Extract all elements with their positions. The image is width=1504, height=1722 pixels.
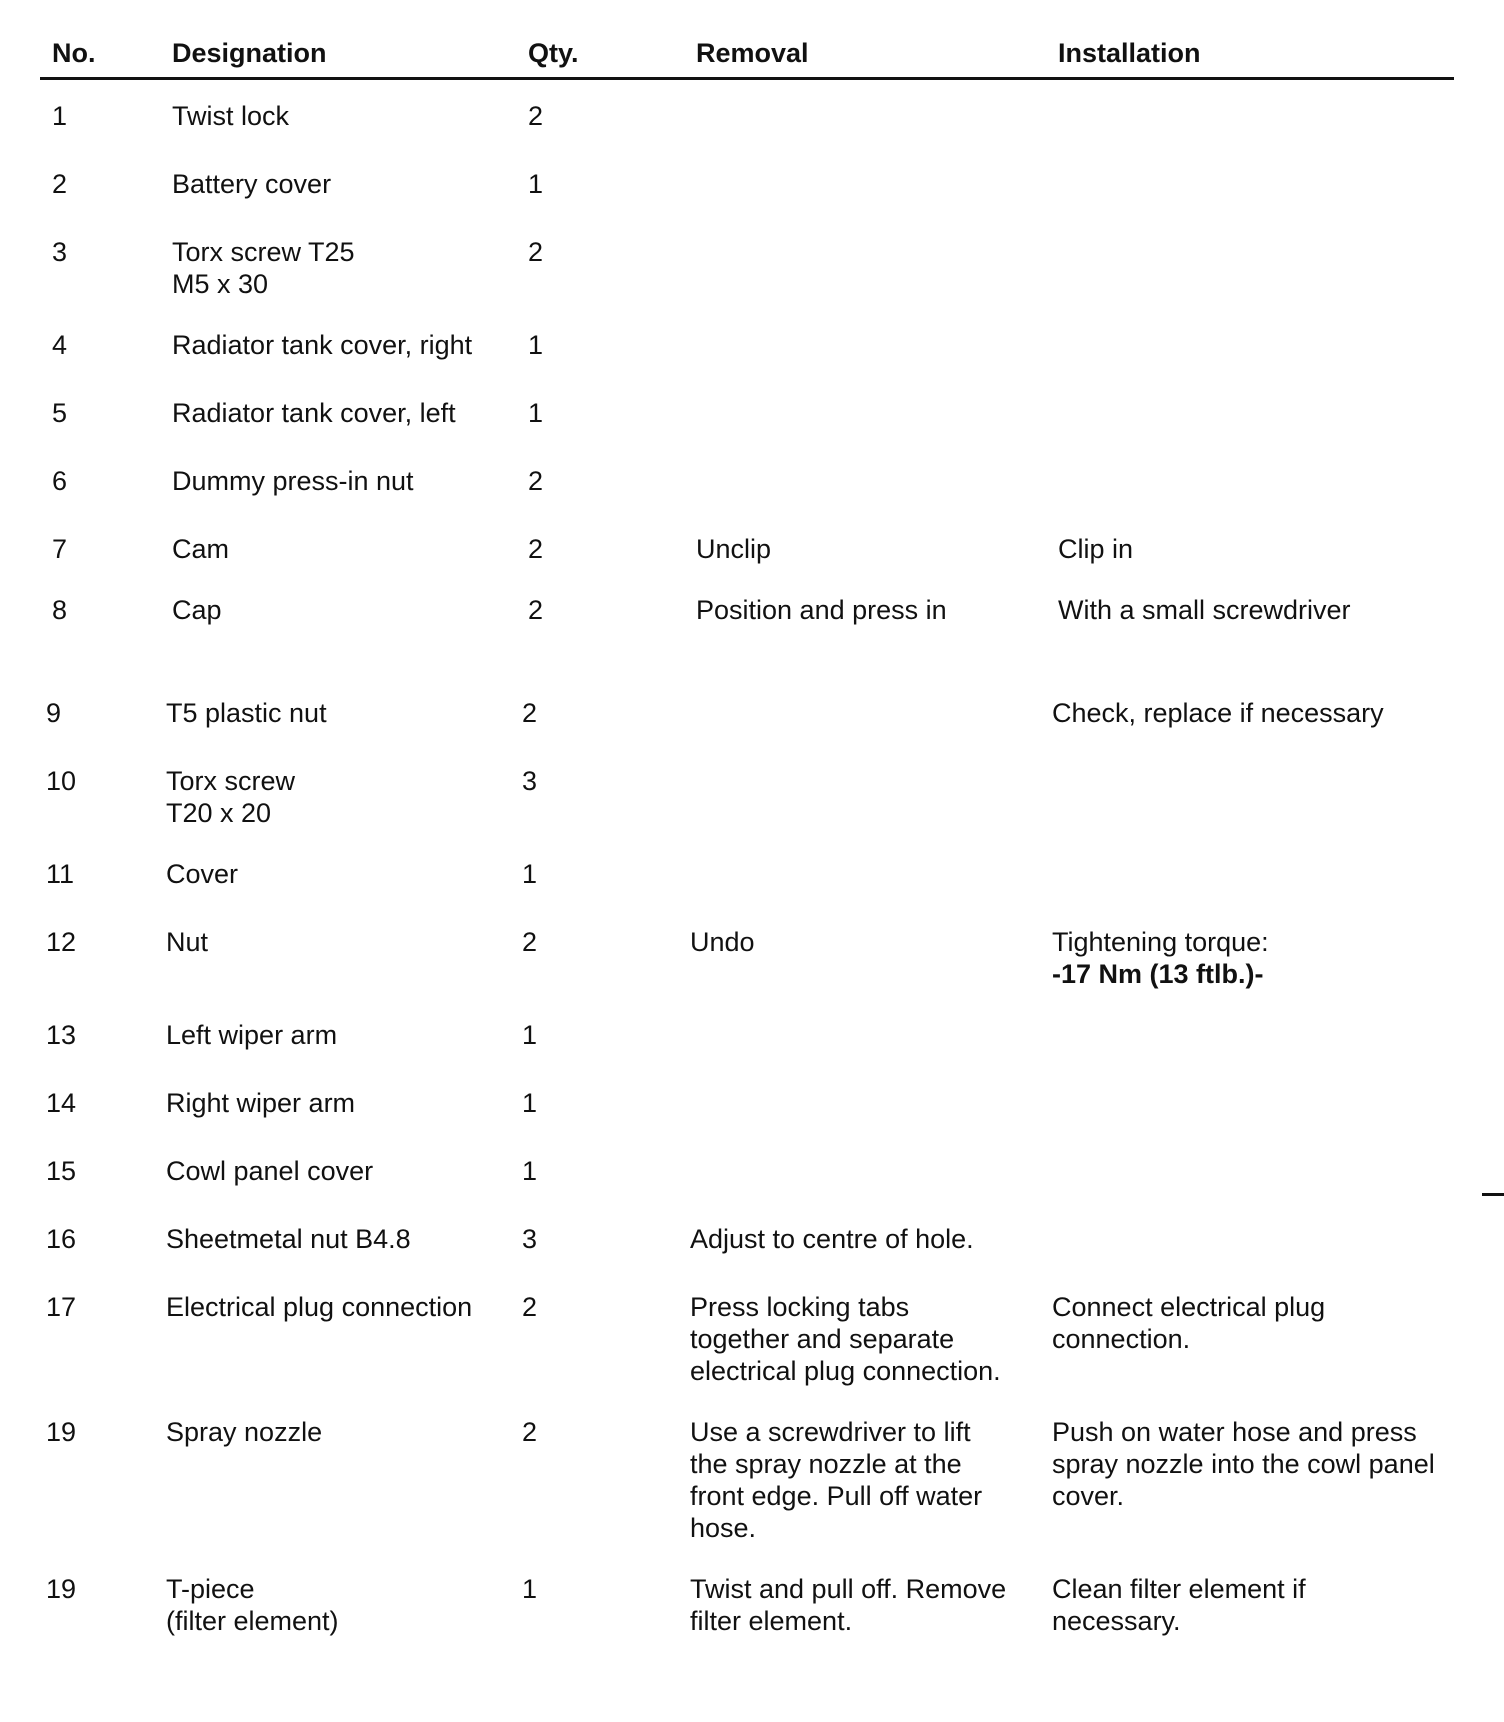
row-8-qty: 2 — [528, 595, 544, 625]
row-14-designation: Right wiper arm — [166, 1088, 356, 1118]
row-19-designation: T-piece (filter element) — [166, 1574, 339, 1636]
row-7-qty: 2 — [528, 534, 544, 564]
row-10-designation: Torx screw T20 x 20 — [166, 766, 296, 828]
row-16-no: 16 — [46, 1224, 77, 1254]
row-8-no: 8 — [52, 595, 68, 625]
header-rule — [40, 77, 1454, 80]
row-14-qty: 1 — [522, 1088, 538, 1118]
row-2-no: 2 — [52, 169, 68, 199]
row-15-no: 15 — [46, 1156, 77, 1186]
row-7-designation: Cam — [172, 534, 230, 564]
row-12-no: 12 — [46, 927, 77, 957]
header-qty: Qty. — [528, 38, 579, 68]
row-19-qty: 1 — [522, 1574, 538, 1604]
row-17-installation: Connect electrical plug connection. — [1052, 1292, 1326, 1354]
row-5-qty: 1 — [528, 398, 544, 428]
row-4-qty: 1 — [528, 330, 544, 360]
header-installation: Installation — [1058, 38, 1201, 68]
row-12-qty: 2 — [522, 927, 538, 957]
row-10-qty: 3 — [522, 766, 538, 796]
row-6-no: 6 — [52, 466, 68, 496]
row-7-no: 7 — [52, 534, 68, 564]
row-13-qty: 1 — [522, 1020, 538, 1050]
row-17-designation: Electrical plug connection — [166, 1292, 473, 1322]
row-10-no: 10 — [46, 766, 77, 796]
row-16-designation: Sheetmetal nut B4.8 — [166, 1224, 411, 1254]
row-9-qty: 2 — [522, 698, 538, 728]
row-6-designation: Dummy press-in nut — [172, 466, 414, 496]
row-5-designation: Radiator tank cover, left — [172, 398, 456, 428]
row-17-no: 17 — [46, 1292, 77, 1322]
row-14-no: 14 — [46, 1088, 77, 1118]
row-19-no: 19 — [46, 1574, 77, 1604]
row-8-designation: Cap — [172, 595, 222, 625]
row-11-qty: 1 — [522, 859, 538, 889]
row-9-installation: Check, replace if necessary — [1052, 698, 1384, 728]
row-9-designation: T5 plastic nut — [166, 698, 327, 728]
row-18-qty: 2 — [522, 1417, 538, 1447]
row-16-qty: 3 — [522, 1224, 538, 1254]
row-19-removal: Twist and pull off. Remove filter element. — [690, 1574, 1007, 1636]
header-removal: Removal — [696, 38, 809, 68]
row-12-removal: Undo — [690, 927, 755, 957]
row-3-qty: 2 — [528, 237, 544, 267]
header-designation: Designation — [172, 38, 327, 68]
row-8-removal: Position and press in — [696, 595, 947, 625]
row-7-removal: Unclip — [696, 534, 772, 564]
row-17-qty: 2 — [522, 1292, 538, 1322]
row-18-installation: Push on water hose and press spray nozzle into the cowl panel cover. — [1052, 1417, 1435, 1511]
row-3-no: 3 — [52, 237, 68, 267]
margin-mark — [1482, 1193, 1504, 1196]
row-3-designation: Torx screw T25 M5 x 30 — [172, 237, 355, 299]
row-1-designation: Twist lock — [172, 101, 290, 131]
row-16-removal: Adjust to centre of hole. — [690, 1224, 974, 1254]
row-15-qty: 1 — [522, 1156, 538, 1186]
row-8-installation: With a small screwdriver — [1058, 595, 1351, 625]
row-11-no: 11 — [46, 859, 75, 889]
row-1-qty: 2 — [528, 101, 544, 131]
row-12-installation: Tightening torque: — [1052, 927, 1269, 957]
row-11-designation: Cover — [166, 859, 239, 889]
row-4-no: 4 — [52, 330, 68, 360]
row-9-no: 9 — [46, 698, 62, 728]
row-18-no: 19 — [46, 1417, 77, 1447]
row-17-removal: Press locking tabs together and separate electrical plug connection. — [690, 1292, 1001, 1386]
row-1-no: 1 — [52, 101, 68, 131]
row-15-designation: Cowl panel cover — [166, 1156, 374, 1186]
row-12-designation: Nut — [166, 927, 209, 957]
row-7-installation: Clip in — [1058, 534, 1134, 564]
row-18-designation: Spray nozzle — [166, 1417, 323, 1447]
header-no: No. — [52, 38, 96, 68]
row-19-installation: Clean filter element if necessary. — [1052, 1574, 1306, 1636]
row-5-no: 5 — [52, 398, 68, 428]
row-2-qty: 1 — [528, 169, 544, 199]
row-4-designation: Radiator tank cover, right — [172, 330, 473, 360]
row-13-no: 13 — [46, 1020, 77, 1050]
row-6-qty: 2 — [528, 466, 544, 496]
row-2-designation: Battery cover — [172, 169, 332, 199]
row-12-torque-value: -17 Nm (13 ftlb.)- — [1052, 959, 1264, 989]
row-18-removal: Use a screwdriver to lift the spray nozzle at the front edge. Pull off water hose. — [690, 1417, 983, 1543]
row-13-designation: Left wiper arm — [166, 1020, 338, 1050]
